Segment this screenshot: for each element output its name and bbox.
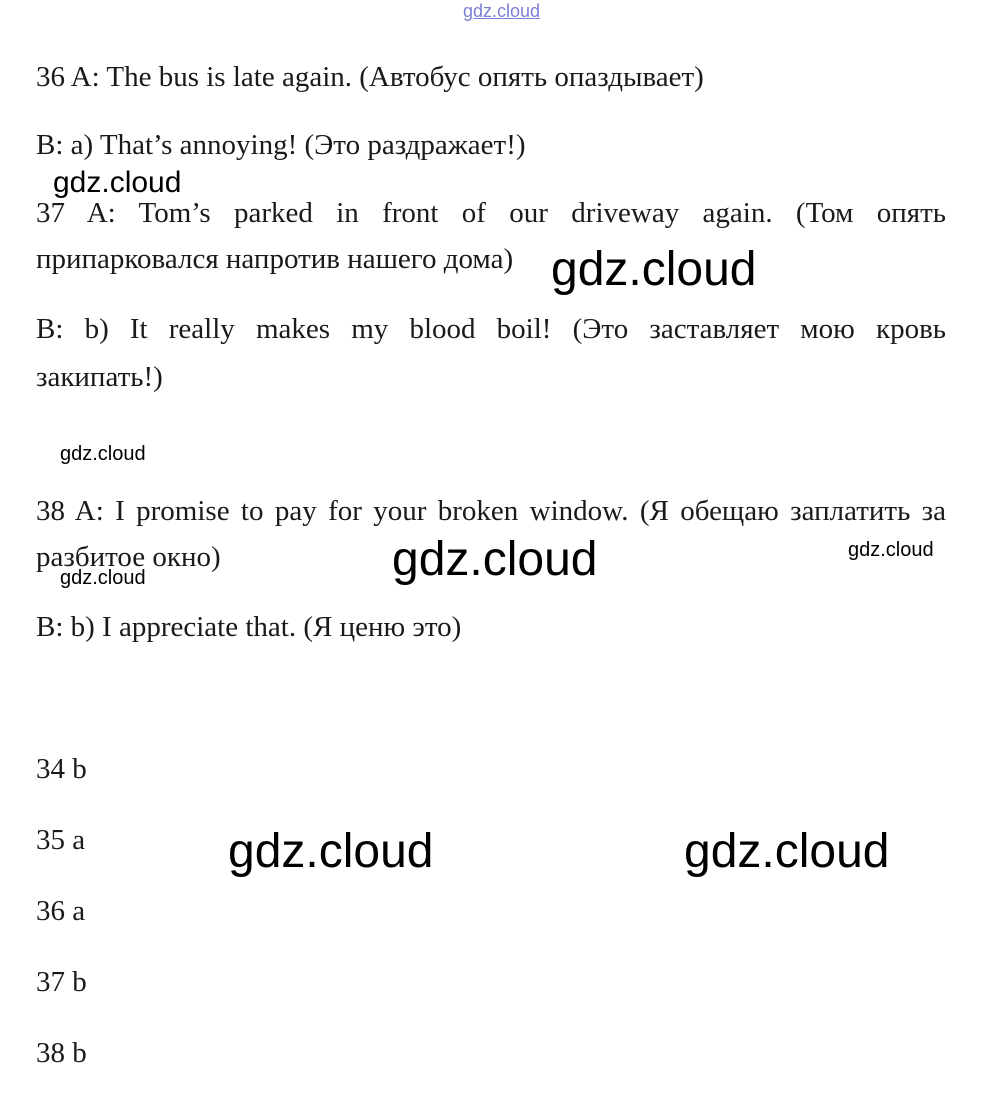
watermark: gdz.cloud [848, 539, 934, 561]
answer-item: 35 a [36, 824, 86, 856]
watermark: gdz.cloud [60, 567, 146, 589]
dialogue-37-b-line-1: B: b) It really makes my blood boil! (Это заставляет мою кровь [36, 313, 946, 345]
dialogue-37-a-line-1: 37 A: Tom’s parked in front of our driveway again. (Том опять [36, 197, 946, 229]
watermark: gdz.cloud [392, 533, 598, 586]
answer-item: 38 b [36, 1037, 87, 1069]
dialogue-38-a-line-2: разбитое окно) [36, 541, 221, 573]
watermark: gdz.cloud [551, 243, 757, 296]
watermark-top: gdz.cloud [463, 1, 541, 21]
dialogue-37-b-line-2: закипать!) [36, 361, 163, 393]
watermark: gdz.cloud [60, 443, 146, 465]
dialogue-36-b-line: B: a) That’s annoying! (Это раздражает!) [36, 129, 526, 161]
answer-item: 34 b [36, 753, 87, 785]
watermark: gdz.cloud [53, 166, 182, 199]
dialogue-38-b-line: B: b) I appreciate that. (Я ценю это) [36, 611, 462, 643]
dialogue-38-a-line-1: 38 A: I promise to pay for your broken window. (Я обещаю заплатить за [36, 495, 946, 527]
dialogue-36-a-line: 36 A: The bus is late again. (Автобус опять опаздывает) [36, 61, 704, 93]
watermark: gdz.cloud [228, 825, 434, 878]
watermark: gdz.cloud [684, 825, 890, 878]
answer-item: 37 b [36, 966, 87, 998]
dialogue-37-a-line-2: припарковался напротив нашего дома) [36, 243, 514, 275]
answer-item: 36 a [36, 895, 86, 927]
